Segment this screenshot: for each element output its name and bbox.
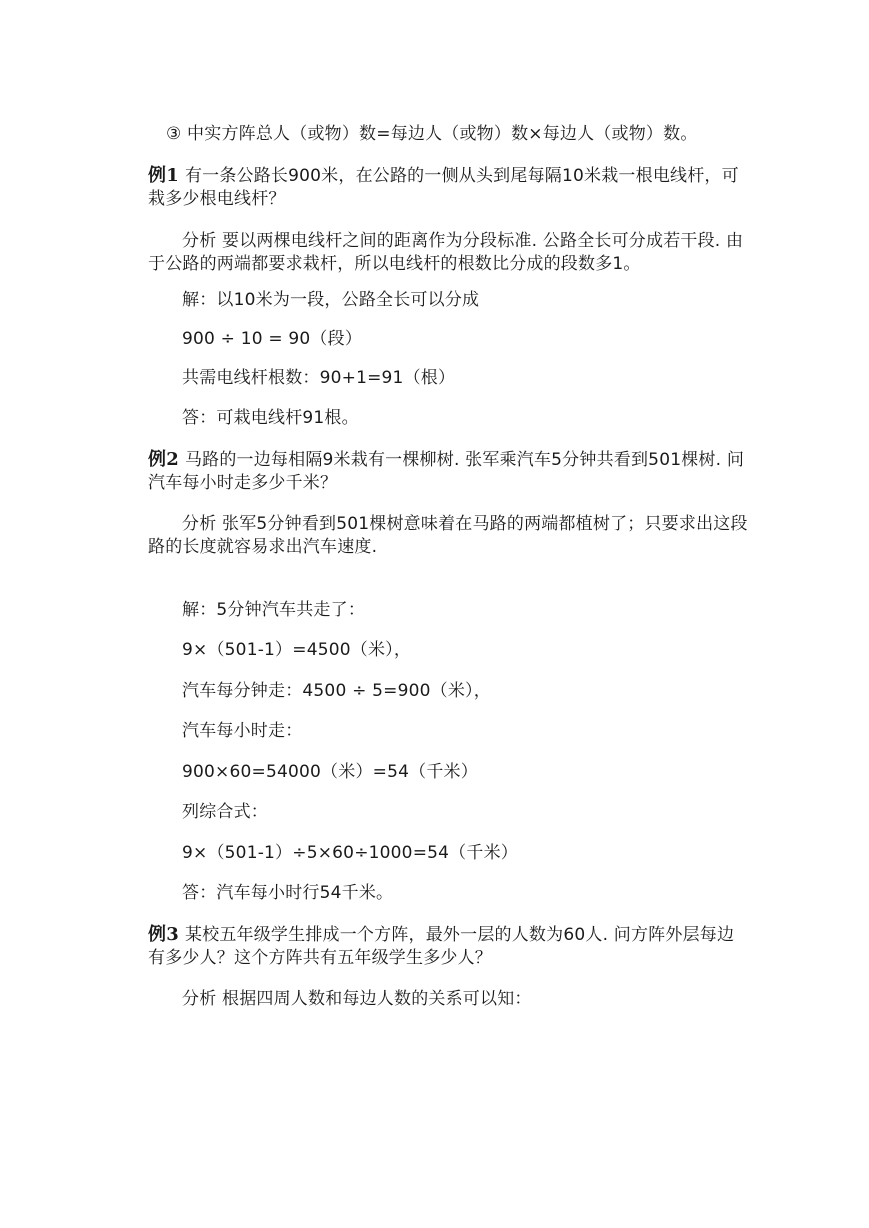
rule-3-text: ③ 中实方阵总人（或物）数=每边人（或物）数×每边人（或物）数。 <box>166 124 698 144</box>
example-2-solution-step: 汽车每小时走： <box>182 721 303 741</box>
example-2-question-line2: 汽车每小时走多少千米？ <box>148 473 338 493</box>
example-1-question-line2: 栽多少根电线杆？ <box>148 189 286 209</box>
example-3-question-line2: 有多少人？这个方阵共有五年级学生多少人？ <box>148 948 492 968</box>
example-1-answer: 答：可栽电线杆91根。 <box>182 408 359 428</box>
example-1-solution-step: 解：以10米为一段，公路全长可以分成 <box>182 290 480 310</box>
example-2-question <box>148 450 744 470</box>
example-1-analysis-line1: 分析 要以两棵电线杆之间的距离作为分段标准. 公路全长可分成若干段. 由 <box>182 231 744 251</box>
example-2-question-line1: 马路的一边每相隔9米栽有一棵柳树. 张军乘汽车5分钟共看到501棵树. 问 <box>184 450 745 470</box>
example-1-solution-step: 共需电线杆根数：90+1=91（根） <box>182 368 456 388</box>
example-2-solution-step: 列综合式： <box>182 802 268 822</box>
example-2-solution-step: 9×（501-1）=4500（米）， <box>182 640 412 660</box>
example-1-solution-step: 900 ÷ 10 = 90（段） <box>182 329 363 349</box>
example-2-label: 例2 <box>148 449 179 470</box>
example-2-analysis-line1: 分析 张军5分钟看到501棵树意味着在马路的两端都植树了；只要求出这段 <box>182 514 748 534</box>
example-2-analysis-line2: 路的长度就容易求出汽车速度. <box>148 537 378 557</box>
example-1-question-line1: 有一条公路长900米，在公路的一侧从头到尾每隔10米栽一根电线杆，可 <box>184 166 739 186</box>
example-2-solution-step: 900×60=54000（米）=54（千米） <box>182 762 478 782</box>
example-2-solution-step: 9×（501-1）÷5×60÷1000=54（千米） <box>182 843 518 863</box>
example-2-solution-step: 汽车每分钟走：4500 ÷ 5=900（米）， <box>182 681 491 701</box>
example-3-analysis-line1: 分析 根据四周人数和每边人数的关系可以知： <box>182 989 532 1009</box>
example-2-answer: 答：汽车每小时行54千米。 <box>182 883 394 903</box>
example-2-solution-step: 解：5分钟汽车共走了： <box>182 600 366 620</box>
example-1-analysis-line2: 于公路的两端都要求栽杆，所以电线杆的根数比分成的段数多1。 <box>148 254 641 274</box>
example-1-question <box>148 166 739 186</box>
example-3-label: 例3 <box>148 924 179 945</box>
example-3-question-line1: 某校五年级学生排成一个方阵，最外一层的人数为60人. 问方阵外层每边 <box>184 925 735 945</box>
example-3-question <box>148 925 734 945</box>
example-1-label: 例1 <box>148 165 179 186</box>
